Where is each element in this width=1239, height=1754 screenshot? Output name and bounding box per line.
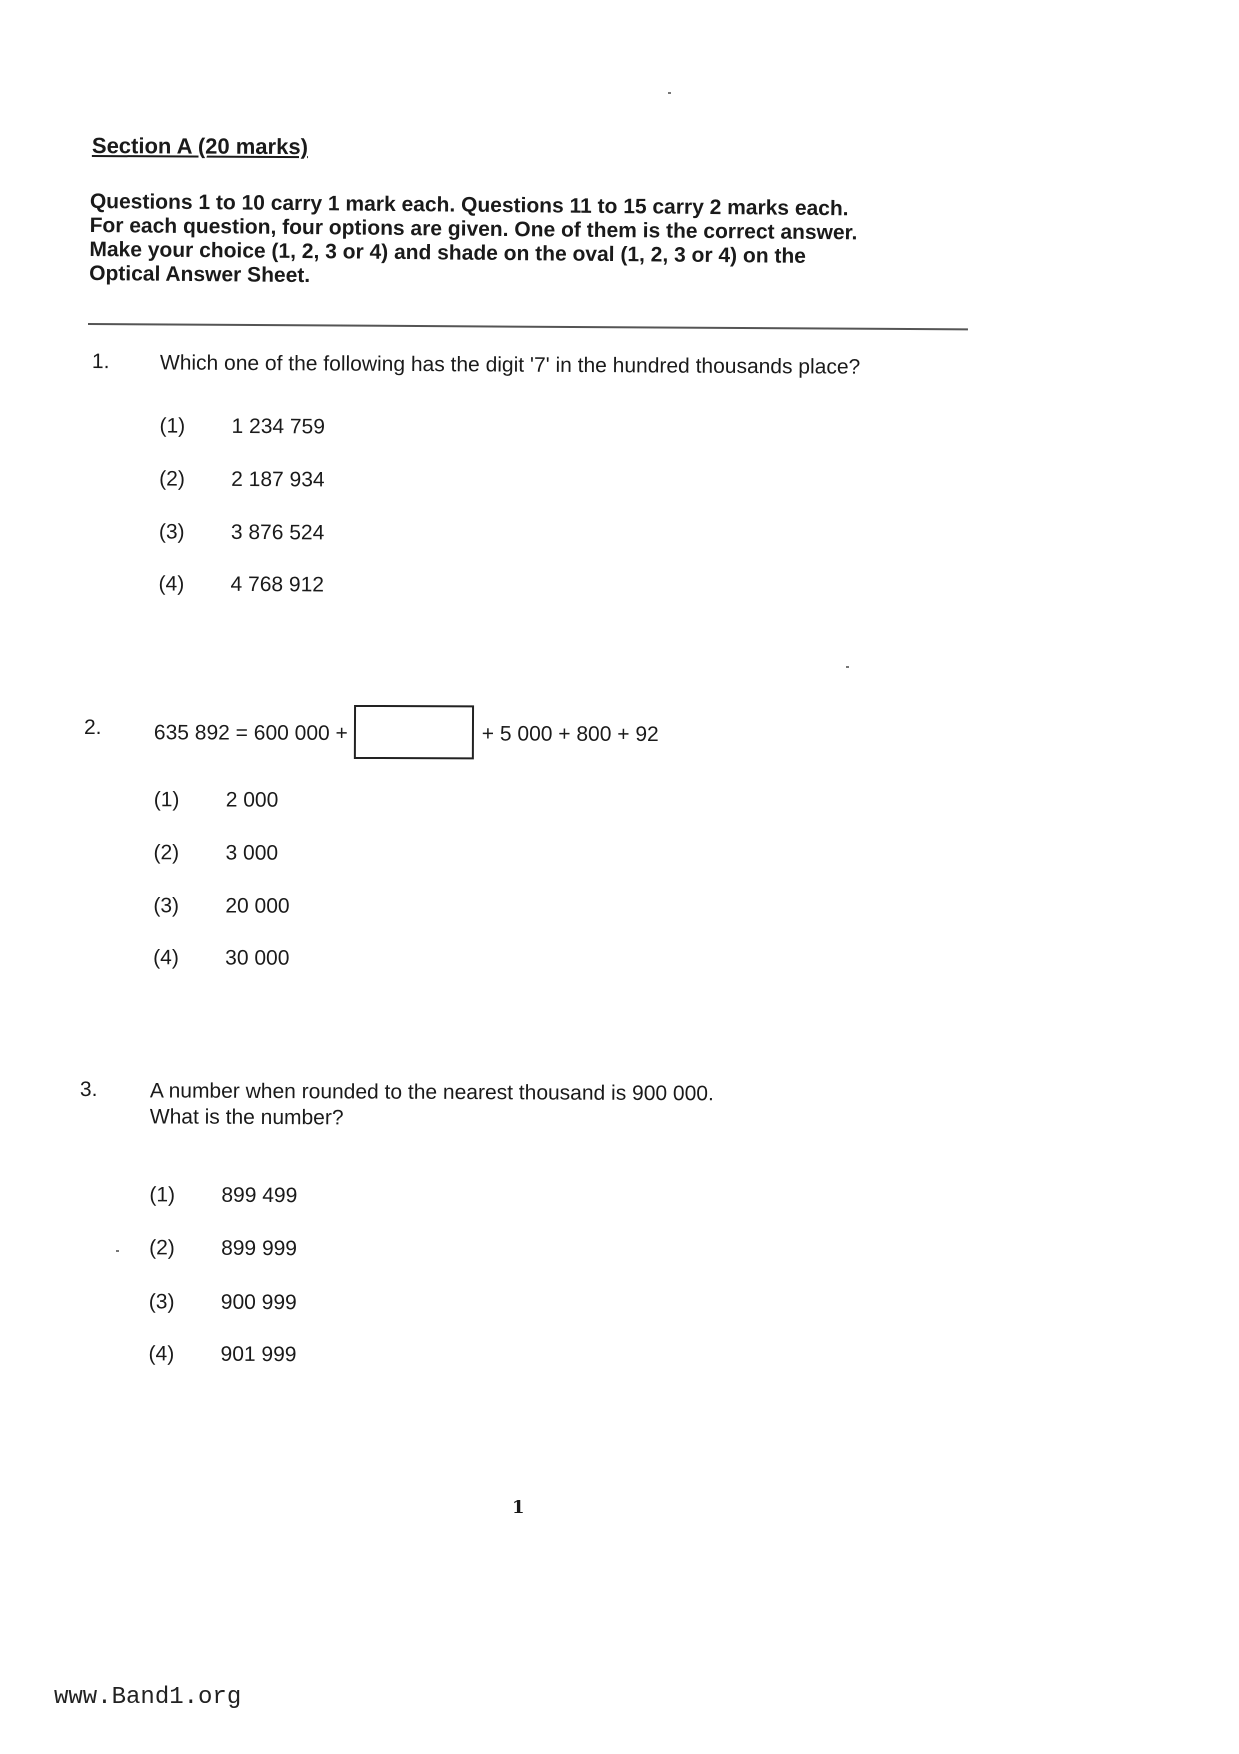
question-text-line2: What is the number? — [149, 1105, 344, 1130]
page-number: 1 — [512, 1497, 525, 1518]
instruction-line: Make your choice (1, 2, 3 or 4) and shade on the oval (1, 2, 3 or 4) on the — [89, 237, 807, 268]
scan-speck — [116, 1250, 119, 1252]
scan-speck — [846, 666, 849, 668]
option-value: 20 000 — [225, 894, 290, 918]
option-label: (2) — [149, 1236, 175, 1260]
option-value: 1 234 759 — [231, 414, 326, 439]
option-value: 3 000 — [225, 841, 279, 865]
question-text: Which one of the following has the digit '7' in the hundred thousands place? — [159, 351, 861, 379]
question-equation — [154, 706, 659, 762]
equation-right: + 5 000 + 800 + 92 — [481, 722, 659, 747]
option-value: 901 999 — [220, 1342, 297, 1367]
option-value: 30 000 — [225, 946, 290, 970]
section-title: Section A (20 marks) — [91, 133, 309, 160]
option-label: (3) — [148, 1290, 175, 1314]
option-value: 2 000 — [225, 788, 279, 812]
instruction-line: Optical Answer Sheet. — [89, 261, 311, 288]
option-label: (2) — [159, 467, 185, 491]
instructions — [89, 190, 970, 294]
divider-rule — [88, 323, 968, 330]
scan-speck — [668, 92, 671, 94]
instruction-line: For each question, four options are given. One of them is the correct answer. — [89, 213, 858, 245]
option-value: 4 768 912 — [230, 572, 325, 597]
question-text-line1: A number when rounded to the nearest thousand is 900 000. — [149, 1079, 714, 1106]
option-label: (3) — [158, 520, 185, 544]
question-number: 1. — [91, 350, 110, 374]
answer-blank-box — [354, 705, 474, 759]
option-label: (1) — [153, 788, 180, 812]
option-value: 3 876 524 — [230, 520, 325, 545]
option-value: 899 999 — [221, 1236, 298, 1261]
option-value: 899 499 — [221, 1183, 298, 1208]
option-label: (1) — [149, 1183, 176, 1207]
option-label: (2) — [153, 841, 180, 865]
instruction-line: Questions 1 to 10 carry 1 mark each. Questions 11 to 15 carry 2 marks each. — [89, 190, 849, 221]
option-label: (1) — [159, 414, 186, 438]
question-number: 3. — [79, 1078, 98, 1102]
equation-left: 635 892 = 600 000 + — [153, 721, 348, 745]
watermark-url: www.Band1.org — [54, 1684, 242, 1711]
option-label: (4) — [158, 572, 185, 596]
option-label: (4) — [153, 946, 179, 970]
question-number: 2. — [83, 716, 102, 740]
option-value: 900 999 — [220, 1290, 297, 1315]
option-label: (4) — [148, 1342, 175, 1366]
option-label: (3) — [153, 894, 180, 918]
option-value: 2 187 934 — [231, 467, 325, 492]
